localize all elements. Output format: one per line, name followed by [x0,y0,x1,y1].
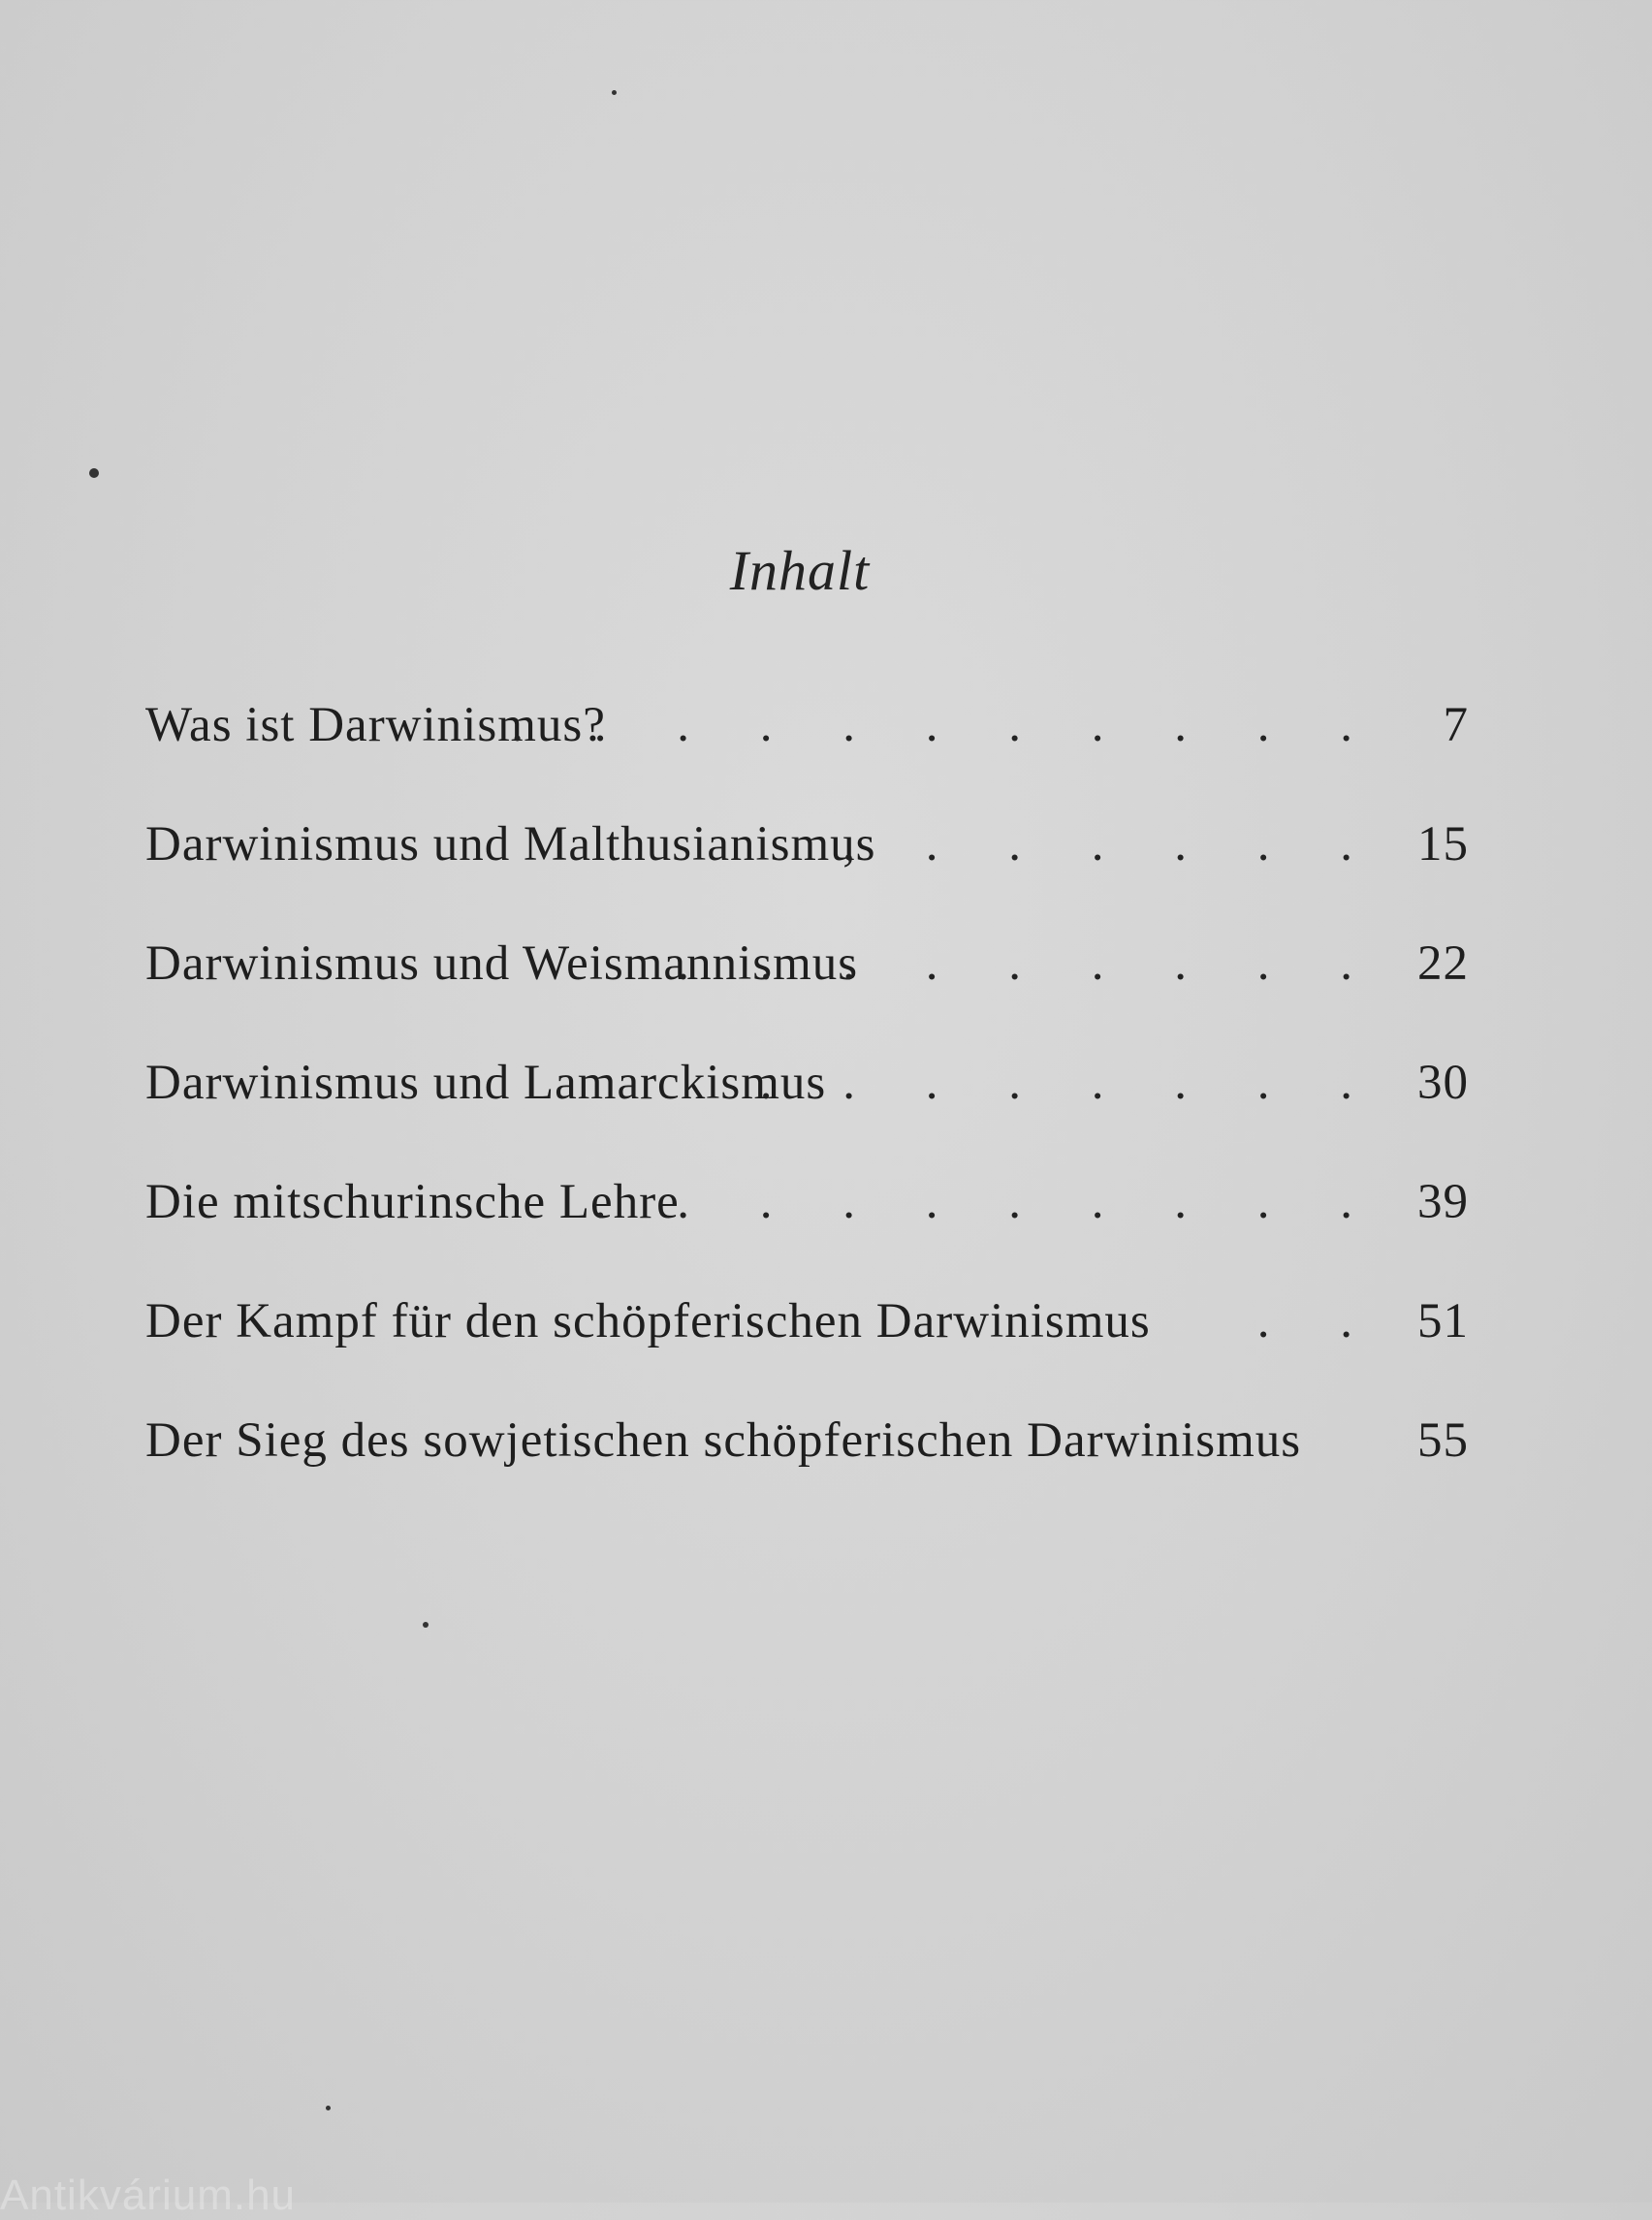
ink-speck [89,468,99,478]
entry-title: Darwinismus und Weismannismus [145,936,859,991]
page-number: 30 [1417,1056,1469,1110]
toc-entry [145,1156,1469,1275]
dot-leader: . . . . . . . . . . [593,1175,1382,1229]
toc-entry [145,679,1469,798]
watermark: Antikvárium.hu [0,2172,297,2219]
toc-entry [145,917,1469,1036]
ink-speck [612,90,617,95]
toc-entry [145,1275,1469,1394]
page-number: 7 [1443,698,1469,752]
entry-title: Die mitschurinsche Lehre [145,1175,680,1229]
dot-leader: . . [1256,1294,1382,1348]
toc-heading: Inhalt [729,539,871,602]
page-number: 22 [1417,936,1469,991]
dot-leader: . . . . . . . . . . . [511,698,1382,752]
entry-title: Darwinismus und Malthusianismus [145,817,876,872]
entry-title: Der Kampf für den schöpferischen Darwinismus [145,1294,1151,1348]
dot-leader: , . . . . . . [842,817,1382,872]
page-number: 39 [1417,1175,1469,1229]
toc-entry [145,1036,1469,1156]
ink-speck [326,2106,331,2110]
page-number: 55 [1417,1413,1469,1468]
entry-title: Was ist Darwinismus? [145,698,606,752]
table-of-contents [145,679,1469,1513]
dot-leader: . . . . . . . . [759,1056,1382,1110]
page-number: 15 [1417,817,1469,872]
page-number: 51 [1417,1294,1469,1348]
toc-entry [145,1394,1469,1513]
entry-title: Der Sieg des sowjetischen schöpferischen Darwinismus [145,1413,1302,1468]
dot-leader: . . . . . . . . . [677,936,1382,991]
ink-speck [423,1622,429,1628]
entry-title: Darwinismus und Lamarckismus [145,1056,827,1110]
toc-entry [145,798,1469,917]
